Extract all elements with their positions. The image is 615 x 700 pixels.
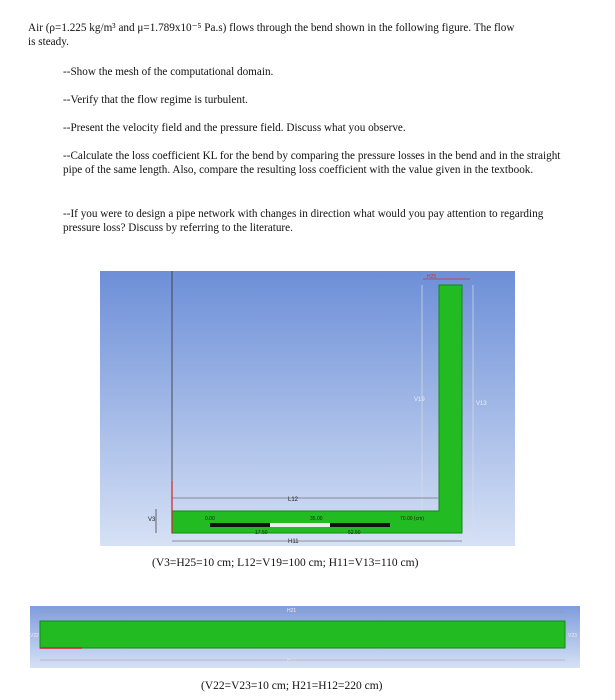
scale-bar-segment-2: [270, 523, 330, 527]
h11-label: H11: [288, 539, 299, 545]
v22-label: V22: [30, 633, 39, 639]
scale-label-17: 17.50: [255, 530, 268, 536]
h12-label: H12: [287, 658, 297, 664]
task-velocity-pressure: --Present the velocity field and the pressure field. Discuss what you observe.: [63, 122, 406, 134]
scale-bar-segment-1: [210, 523, 270, 527]
v3-label: V3: [148, 517, 156, 523]
h21-label: H21: [287, 608, 297, 614]
v23-label: V23: [568, 633, 577, 639]
figure2-caption: (V22=V23=10 cm; H21=H12=220 cm): [201, 680, 383, 692]
scale-label-0: 0.00: [205, 516, 215, 522]
v19-label: V19: [414, 397, 425, 403]
straight-pipe-domain: [40, 621, 565, 648]
l12-label: L12: [288, 497, 299, 503]
v13-label: V13: [476, 401, 487, 407]
task-pipe-network: --If you were to design a pipe network with changes in direction what would you pay attention to regarding pressure loss? Discuss by referring to the literature.: [63, 208, 544, 234]
task-turbulent: --Verify that the flow regime is turbulent.: [63, 94, 248, 106]
figure1-caption: (V3=H25=10 cm; L12=V19=100 cm; H11=V13=110 cm): [152, 557, 419, 569]
bend-geometry-figure: [100, 271, 515, 546]
straight-pipe-figure: [30, 606, 580, 668]
scale-label-35: 35.00: [310, 516, 323, 522]
scale-label-52: 52.50: [348, 530, 361, 536]
intro-line-2: is steady.: [28, 36, 69, 48]
scale-label-70: 70.00 (cm): [400, 516, 424, 522]
intro-line-1: Air (ρ=1.225 kg/m³ and μ=1.789x10⁻⁵ Pa.s) flows through the bend shown in the following figure. The flow: [28, 22, 515, 34]
task-mesh: --Show the mesh of the computational domain.: [63, 66, 274, 78]
task-loss-coefficient: --Calculate the loss coefficient KL for the bend by comparing the pressure losses in the bend and in the straight pipe of the same length. Also, compare the resulting loss coefficient with the value given in the textbook.: [63, 150, 561, 176]
scale-bar-segment-3: [330, 523, 390, 527]
h25-label: H25: [427, 274, 437, 280]
